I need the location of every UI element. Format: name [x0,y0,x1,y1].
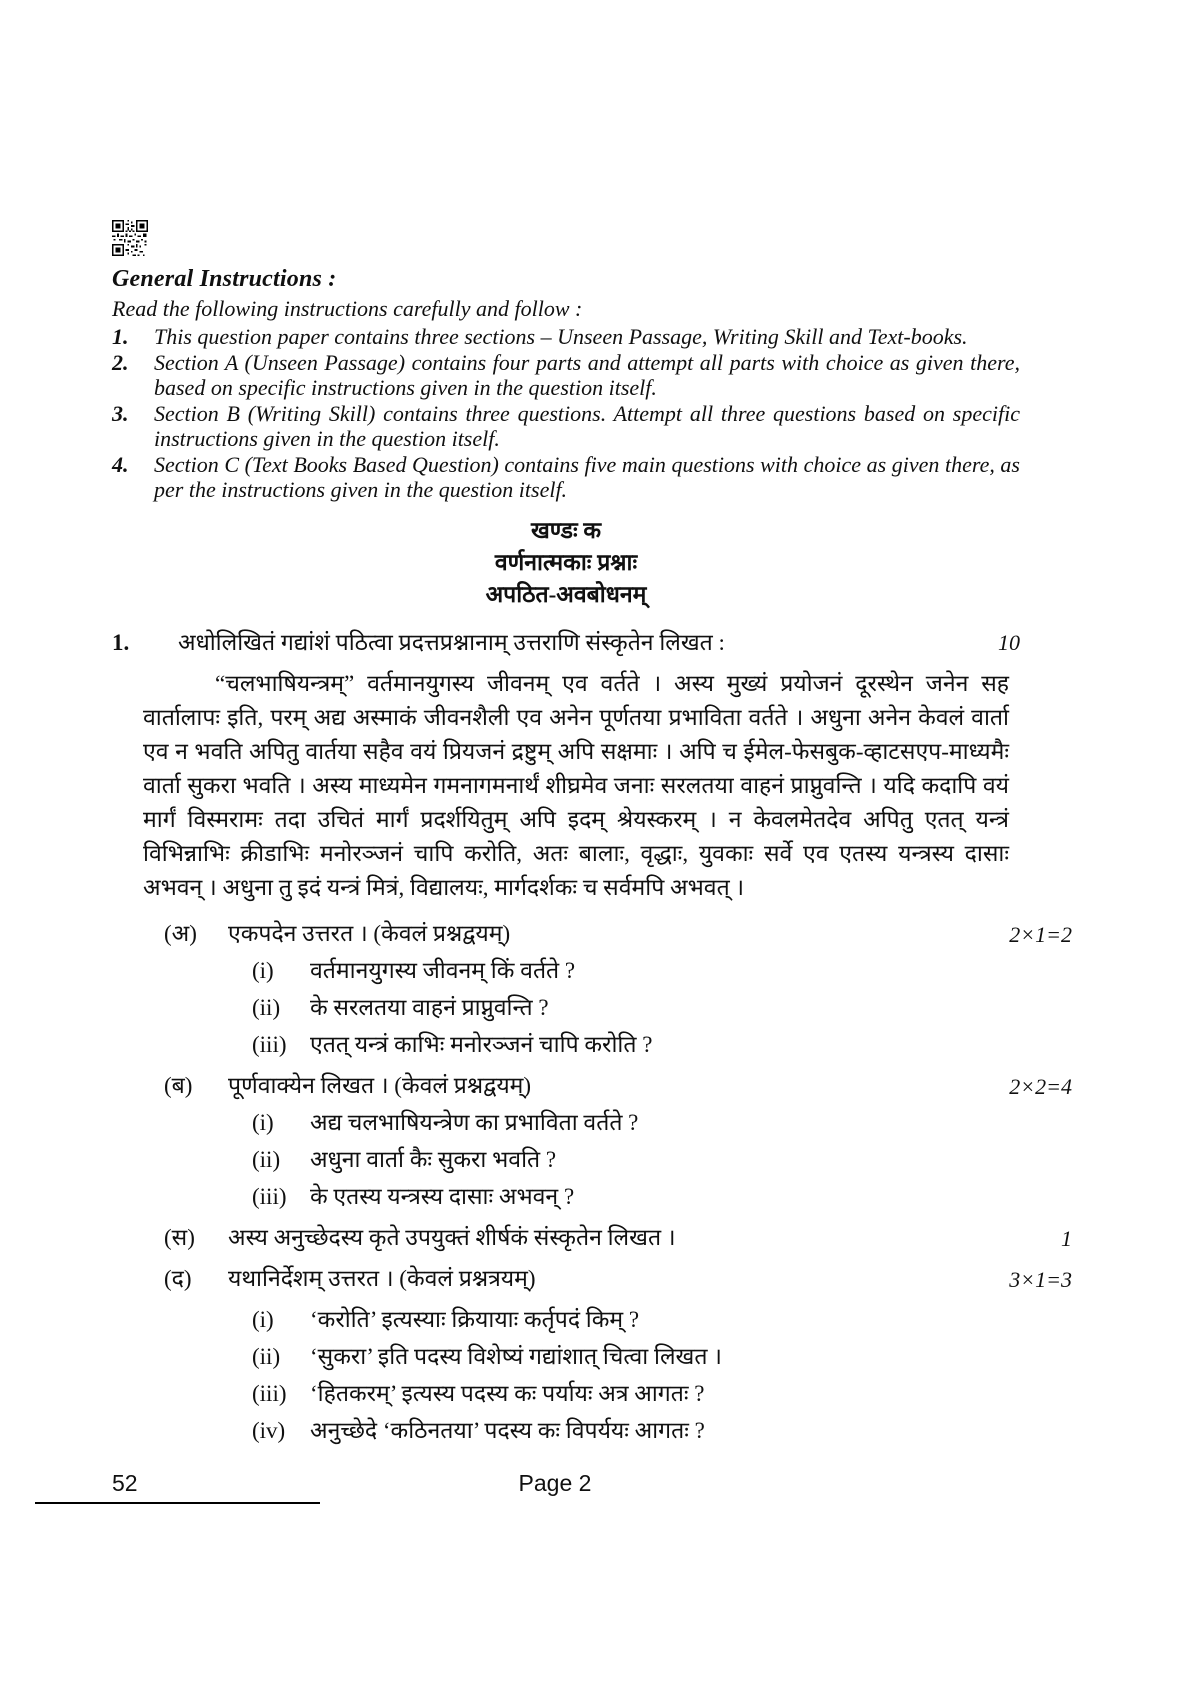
part-marks: 2×2=4 [1009,1073,1072,1099]
section-heading-type: वर्णनात्मकाः प्रश्नाः [494,549,638,575]
sub-question [252,1106,1020,1139]
instruction-text: Section B (Writing Skill) contains three questions. Attempt all three questions based on specific instructions given in the question itself. [154,400,1020,451]
question-number: 1. [112,629,130,655]
part-marks: 2×1=2 [1009,921,1072,947]
instruction-item [112,350,1020,401]
section-heading-khand: खण्डः क [530,517,602,543]
sub-question-label: (iv) [252,1417,286,1443]
question-parts [112,917,1072,1447]
sub-question [252,1377,1020,1410]
qr-code-graphic [112,220,148,256]
part-marks: 1 [1061,1225,1072,1251]
sub-question-label: (ii) [252,1146,281,1172]
part-label: (ब) [164,1072,193,1098]
sub-question [252,954,1020,987]
part-text: पूर्णवाक्येन लिखत । (केवलं प्रश्नद्वयम्) [228,1072,532,1098]
part-label: (द) [164,1265,192,1291]
unseen-passage: “चलभाषियन्त्रम्” वर्तमानयुगस्य जीवनम् एव वर्तते । अस्य मुख्यं प्रयोजनं दूरस्थेन जनेन सह वार्तालापः इति, परम् अद्य अस्माकं जीवनशैली एव अनेन पूर्णतया प्रभाविता वर्तते । अधुना अनेन केवलं वार्ता एव न भवति अपितु वार्तया सहैव वयं प्रियजनं द्रष्टुम् अपि सक्षमाः । अपि च ईमेल-फेसबुक-व्हाटसएप-माध्यमैः वार्ता सुकरा भवति । अस्य माध्यमेन गमनागमनार्थं शीघ्रमेव जनाः सरलतया वाहनं प्राप्नुवन्ति । यदि कदापि वयं मार्गं विस्मरामः तदा उचितं मार्गं प्रदर्शयितुम् अपि इदम् श्रेयस्करम् । न केवलमेतदेव अपितु एतत् यन्त्रं विभिन्नाभिः क्रीडाभिः मनोरञ्जनं चापि करोति, अतः बालाः, वृद्धाः, युवकाः सर्वे एव एतस्य यन्त्रस्य दासाः अभवन् । अधुना तु इदं यन्त्रं मित्रं, विद्यालयः, मार्गदर्शकः च सर्वमपि अभवत् । [143,670,1009,900]
sub-question [252,1143,1020,1176]
general-instructions-heading: General Instructions : [112,266,337,292]
sub-question-text: अद्य चलभाषियन्त्रेण का प्रभाविता वर्तते ? [310,1109,639,1135]
part-b-header [164,1069,1072,1102]
sub-question-label: (ii) [252,994,281,1020]
sub-question-text: वर्तमानयुगस्य जीवनम् किं वर्तते ? [310,957,576,983]
instructions-lead: Read the following instructions carefully and follow : [112,296,583,321]
sub-question-text: के एतस्य यन्त्रस्य दासाः अभवन् ? [310,1183,575,1209]
part-text: यथानिर्देशम् उत्तरत । (केवलं प्रश्नत्रयम्) [228,1265,536,1291]
sub-question [252,1028,1020,1061]
sub-question-text: एतत् यन्त्रं काभिः मनोरञ्जनं चापि करोति ? [310,1031,653,1057]
sub-question-text: के सरलतया वाहनं प्राप्नुवन्ति ? [310,994,549,1020]
sub-question-label: (iii) [252,1183,287,1209]
part-label: (स) [164,1224,195,1250]
instruction-number: 1. [112,324,129,349]
sub-question-label: (ii) [252,1343,281,1369]
part-a-subquestions [252,954,1020,1061]
sub-question [252,991,1020,1024]
question-text: अधोलिखितं गद्यांशं पठित्वा प्रदत्तप्रश्नानाम् उत्तराणि संस्कृतेन लिखत : [178,629,725,655]
part-d-header [164,1262,1072,1295]
instruction-text: This question paper contains three sections – Unseen Passage, Writing Skill and Text-books. [154,324,968,349]
sub-question-label: (i) [252,957,274,983]
part-b-subquestions [252,1106,1020,1213]
instruction-text: Section A (Unseen Passage) contains four parts and attempt all parts with choice as given there, based on specific instructions given in the question itself. [154,349,1020,400]
instruction-number: 4. [112,451,129,477]
sub-question [252,1414,1020,1447]
part-marks: 3×1=3 [1009,1266,1072,1292]
question-marks: 10 [998,629,1020,655]
instruction-item [112,452,1020,503]
instruction-number: 3. [112,400,129,426]
sub-question-label: (iii) [252,1031,287,1057]
sub-question-text: अधुना वार्ता कैः सुकरा भवति ? [310,1146,557,1172]
instruction-item [112,324,1020,350]
sub-question-label: (i) [252,1306,274,1332]
instruction-text: Section C (Text Books Based Question) contains five main questions with choice as given there, as per the instructions given in the question itself. [154,451,1020,502]
sub-question-label: (iii) [252,1380,287,1406]
part-c-header [164,1221,1072,1254]
part-a-header [164,917,1072,950]
sub-question [252,1303,1020,1336]
part-text: एकपदेन उत्तरत । (केवलं प्रश्नद्वयम्) [228,920,511,946]
qr-code [112,220,148,256]
footer-rule [35,1502,320,1504]
page-number: Page 2 [518,1470,592,1496]
sub-question-text: अनुच्छेदे ‘कठिनतया’ पदस्य कः विपर्ययः आगतः ? [310,1417,705,1443]
part-label: (अ) [164,920,197,946]
sub-question-label: (i) [252,1109,274,1135]
instruction-item [112,401,1020,452]
part-d-subquestions [252,1303,1020,1447]
question-1-header [112,627,1020,659]
section-heading-topic: अपठित-अवबोधनम् [485,581,647,607]
page-content [112,0,1072,1447]
instruction-number: 2. [112,349,129,375]
sub-question-text: ‘करोति’ इत्यस्याः क्रियायाः कर्तृपदं किम् ? [310,1306,640,1332]
part-text: अस्य अनुच्छेदस्य कृते उपयुक्तं शीर्षकं संस्कृतेन लिखत । [228,1224,676,1250]
sub-question [252,1180,1020,1213]
paper-code: 52 [112,1470,138,1496]
sub-question [252,1340,1020,1373]
sub-question-text: ‘सुकरा’ इति पदस्य विशेष्यं गद्यांशात् चित्वा लिखत । [310,1343,722,1369]
sub-question-text: ‘हितकरम्’ इत्यस्य पदस्य कः पर्यायः अत्र आगतः ? [310,1380,705,1406]
instructions-list [112,324,1020,503]
